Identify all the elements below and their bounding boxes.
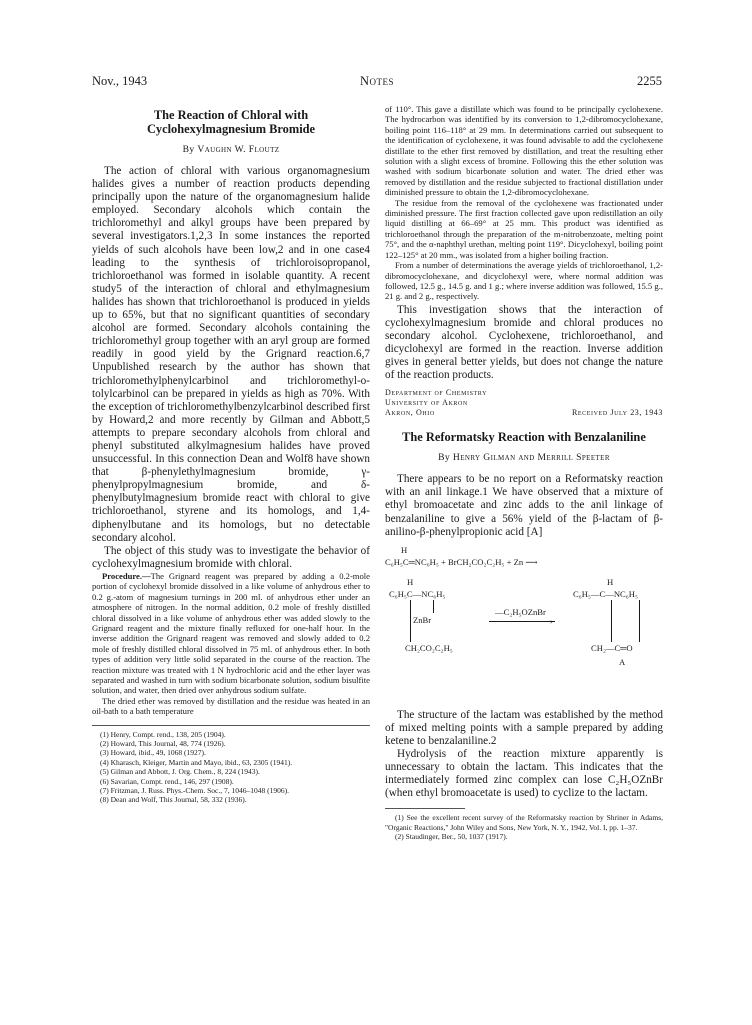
affiliation-department: Department of Chemistry [385, 388, 488, 398]
article1-footnotes [92, 730, 370, 805]
article1-paragraph-4: The dried ether was removed by distillation and the residue was heated in an oil-bath to a bath temperature [92, 695, 370, 717]
footnote: (2) Howard, This Journal, 48, 774 (1926). [100, 739, 226, 748]
header-date: Nov., 1943 [92, 74, 148, 88]
byline-prefix: By [438, 452, 453, 464]
scheme-intermediate-bottom: CH₂CO₂C₂H₅ [405, 642, 453, 653]
footnote: (3) Howard, ibid., 49, 1068 (1927). [100, 748, 206, 758]
article1-continuation-3: From a number of determinations the average yields of trichloroethanol, 1,2-dibromocyclohexane, and dicyclohexyl were, where normal addition was followed, 12.5 g., 14.5 g. and 1 g.; where inverse addition was followed, 15.5 g., 21 g. and 2 g., respectively. [385, 260, 663, 302]
scheme-arrow [489, 621, 555, 622]
header-section: Notes [359, 74, 395, 88]
scheme-intermediate-znbr: ZnBr [413, 614, 432, 625]
scheme-bond [410, 600, 411, 642]
footnote-rule [92, 725, 370, 726]
procedure-text: The Grignard reagent was prepared by adding a 0.2-mole portion of cyclohexyl bromide dissolved in a like volume of anhydrous ether to 0.2 g.-atom of magnesium turnings in 200 ml. of anhydrous ether under an atmosphere of nitrogen. In the normal addition, 0.2 mole of freshly distilled chloral dissolved in a like volume of anhydrous ether was added slowly to the Grignard reagent and the mixture finally refluxed for one-half hour. In the inverse addition the Grignard reagent was removed and slowly added to 0.2 mole of freshly distilled chloral dissolved in 75 ml. of anhydrous ether. In both types of addition very little solid separated in the course of the reaction. The reaction mixture was treated with 1 N hydrochloric acid and the ether layer was separated and washed in turn with sodium bicarbonate solution, sodium bisulfite solution, and water, then dried over anhydrous sodium sulfate. [92, 570, 370, 696]
received-date: Received July 23, 1943 [571, 408, 663, 418]
scheme-product-h: H [607, 576, 614, 587]
article1-author: Vaughn W. Floutz [197, 144, 280, 155]
article2-paragraph-1: There appears to be no report on a Reformatsky reaction with an anil linkage.1 We have observed that a mixture of ethyl bromoacetate and zinc adds to the anil linkage of benzalaniline to give a 56% yield of the β-lactam of β-anilino-β-phenylpropionic acid [A] [385, 473, 663, 538]
article2-byline [385, 452, 663, 463]
footnote: (8) Dean and Wolf, This Journal, 58, 332 (1936). [100, 795, 247, 805]
article1-conclusion: This investigation shows that the interaction of cyclohexylmagnesium bromide and chloral produces no secondary alcohol. Cyclohexene, trichloroethanol, and dicyclohexyl are formed in the reaction. Inverse addition gives in general better yields, but does not change the nature of the reaction products. [385, 303, 663, 382]
footnote: (2) Staudinger, Ber., 50, 1037 (1917). [395, 832, 508, 842]
article1-title [92, 108, 370, 136]
scheme-equation-1: C₆H₅C═NC₆H₅ + BrCH₂CO₂C₂H₅ + Zn ⟶ [385, 556, 538, 567]
scheme-intermediate-h: H [407, 576, 414, 587]
article1-paragraph-1: The action of chloral with various organomagnesium halides gives a number of reaction products depending principally upon the nature of the organomagnesium halide employed. Secondary alcohols which contain the trichloromethyl and alkyl groups have been prepared by several investigators.1,2,3 In some instances the reported yields of such alcohols have been low,2 and in one case4 leading to the synthesis of trichloroisopropanol, trichloroethanol was formed in isolable quantity. A recent study5 of the interaction of chloral and ethylmagnesium halides has shown that trichloroethanol is produced in yields up to 65%, but that no significant quantities of secondary alcohol are formed. Secondary alcohols containing the trichloromethyl group together with an aryl group are formed readily in good yield by the Grignard reaction.6,7 Unpublished research by the author has shown that trichloromethylphenylcarbinol and trichloromethyl-o-tolylcarbinol can be prepared in yields as high as 70%. With the exception of trichloromethylbenzylcarbinol described first by Howard,2 and more recently by Gilman and Abbott,5 attempts to prepare secondary alcohols from chloral and phenyl substituted alkylmagnesium halides have proved unsuccessful. In this connection Dean and Wolf8 have shown that β-phenylethylmagnesium bromide, γ-phenylpropylmagnesium bromide, and δ-phenylbutylmagnesium bromide react with chloral to give trichloroethanol, styrene and its homologs, and 1,4-diphenylbutane and its homologs, but no detectable secondary alcohol. [92, 165, 370, 544]
article1-continuation-2: The residue from the removal of the cyclohexene was fractionated under diminished pressure. The first fraction collected gave upon redistillation an oily liquid distilling at 66–69° at 25 mm. This product was identified as trichloroethanol through the preparation of the m-nitrobenzoate, melting point 75°, and the α-naphthyl urethan, melting point 119°. Dicyclohexyl, boiling point 122–125° at 20 mm., was isolated from a higher boiling fraction. [385, 197, 663, 260]
article1-paragraph-2: The object of this study was to investigate the behavior of cyclohexylmagnesium bromide with chloral. [92, 544, 370, 570]
footnote: (6) Savarian, Compt. rend., 146, 297 (1908). [100, 776, 234, 786]
header-page-number: 2255 [637, 74, 662, 88]
scheme-product-bottom: CH₂—C═O [591, 642, 633, 653]
procedure-label: Procedure.— [102, 570, 151, 581]
footnote: (5) Gilman and Abbott, J. Org. Chem., 8, 224 (1943). [100, 767, 260, 777]
scheme-product-label: A [619, 656, 626, 667]
footnote: (7) Fritzman, J. Russ. Phys.-Chem. Soc., 7, 1046–1048 (1906). [100, 786, 289, 796]
affiliation-city: Akron, Ohio [385, 408, 435, 418]
article2-paragraph-2: The structure of the lactam was established by the method of mixed melting points with a sample prepared by adding ketene to benzalaniline.2 [385, 708, 663, 747]
scheme-arrow-label: —C₂H₅OZnBr [495, 606, 546, 617]
article1-continuation-1: of 110°. This gave a distillate which was found to be principally cyclohexene. The hydrocarbon was identified by its conversion to 1,2-dibromocyclohexane, boiling point 116–118° at 29 mm. In determinations carried out subsequent to the identification of cyclohexene, it was found advisable to add the cyclohexene distillate to the ether first removed by distillation, and treat the resulting ether solution with a slight excess of bromine. Following this the ether solution was washed with sodium bicarbonate solution and water. The dried ether was removed by distillation and the residue subjected to fractional distillation under diminished pressure to obtain the 1,2-dibromocyclohexane. [385, 104, 663, 198]
footnote: (4) Kharasch, Kleiger, Martin and Mayo, ibid., 63, 2305 (1941). [100, 757, 293, 767]
right-column [385, 104, 663, 842]
article1-procedure [92, 571, 370, 696]
article2-authors: Henry Gilman and Merrill Speeter [452, 452, 610, 464]
article1-affiliation [385, 388, 663, 418]
footnote-rule [385, 808, 465, 809]
scheme-arrowhead: › [550, 615, 553, 626]
article2-paragraph-3: Hydrolysis of the reaction mixture apparently is unnecessary to obtain the lactam. This indicates that the intermediately formed zinc complex can lose C₂H₅OZnBr (when ethyl bromoacetate is used) to cyclize to the lactam. [385, 748, 663, 800]
affiliation-university: University of Akron [385, 398, 468, 408]
footnote: (1) Henry, Compt. rend., 138, 205 (1904). [100, 729, 226, 739]
scheme-bond [639, 600, 640, 642]
scheme-bond [611, 600, 612, 642]
article1-title-line2: Cyclohexylmagnesium Bromide [146, 122, 316, 136]
byline-prefix: By [182, 144, 198, 155]
reaction-scheme [385, 545, 663, 703]
article1-title-line1: The Reaction of Chloral with [153, 108, 309, 122]
scheme-product-row: C₆H₅—C—NC₆H₅ [573, 588, 638, 599]
article2-title: The Reformatsky Reaction with Benzalaniline [402, 430, 646, 445]
article1-byline [92, 144, 370, 155]
left-column [92, 104, 370, 805]
footnote: (1) See the excellent recent survey of the Reformatsky reaction by Shriner in Adams, "Organic Reactions," John Wiley and Sons, New York, N. Y., 1942, Vol. I, pp. 1–37. [385, 813, 663, 832]
scheme-top-h: H [401, 544, 408, 555]
scheme-bond [433, 600, 434, 613]
scheme-intermediate-row: C₆H₅C—NC₆H₅ [389, 588, 446, 599]
running-header [92, 74, 662, 90]
